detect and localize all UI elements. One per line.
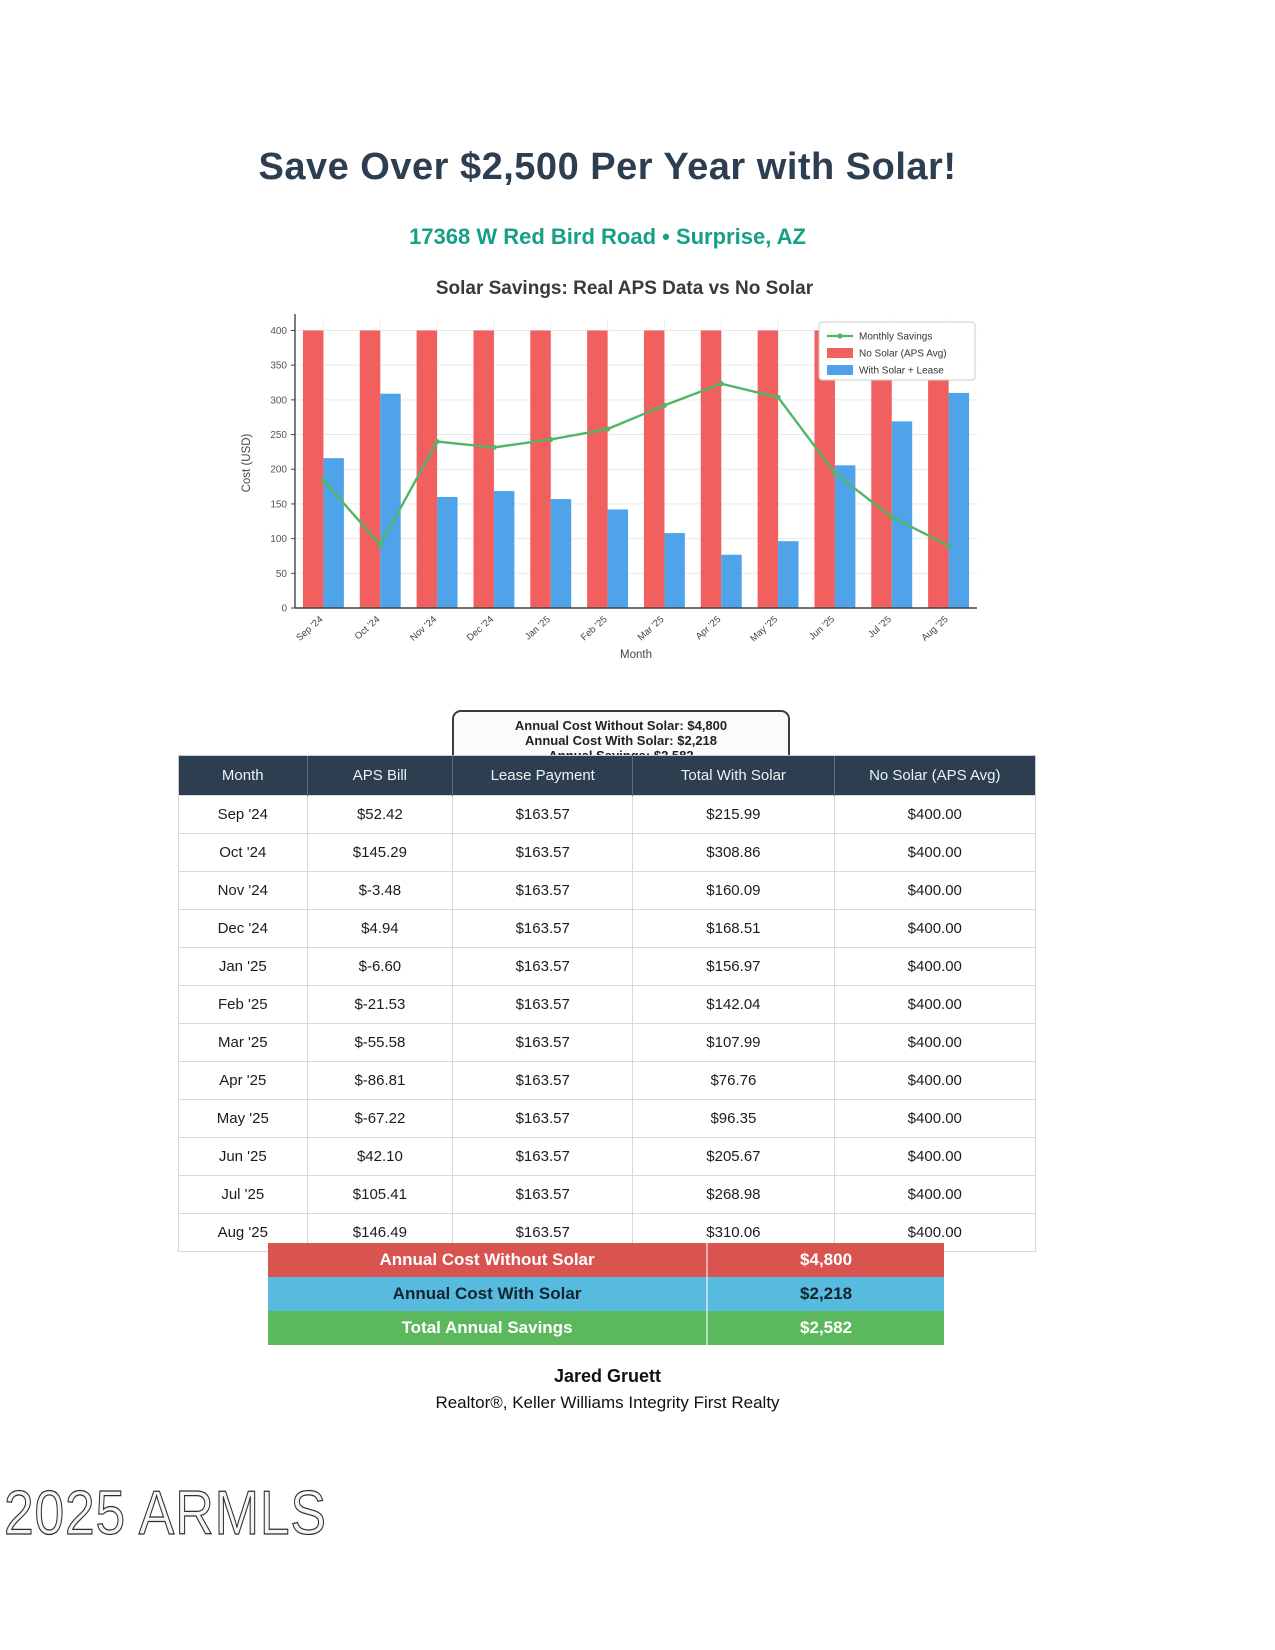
table-cell: $400.00 — [834, 834, 1035, 872]
table-cell: $163.57 — [453, 1024, 633, 1062]
x-tick-label: Jul '25 — [866, 614, 894, 641]
line-marker — [434, 439, 439, 444]
annual-summary-table — [268, 1243, 944, 1345]
line-marker — [775, 395, 780, 400]
table-row — [179, 1062, 1036, 1100]
table-row — [179, 1138, 1036, 1176]
x-tick-label: Jan '25 — [522, 614, 553, 643]
summary-value: $2,582 — [706, 1311, 944, 1345]
table-cell: Sep '24 — [179, 796, 308, 834]
y-tick-label: 100 — [270, 534, 287, 546]
summary-label: Annual Cost With Solar — [392, 1284, 582, 1303]
table-cell: $-6.60 — [307, 948, 453, 986]
table-header-cell: Month — [179, 756, 308, 796]
line-marker — [491, 445, 496, 450]
summary-row — [268, 1243, 944, 1277]
line-marker — [548, 437, 553, 442]
table-cell: $400.00 — [834, 872, 1035, 910]
table-cell: Jul '25 — [179, 1176, 308, 1214]
table-cell: $163.57 — [453, 872, 633, 910]
table-cell: $156.97 — [633, 948, 834, 986]
line-marker — [889, 515, 894, 520]
table-cell: $163.57 — [453, 948, 633, 986]
page-title: Save Over $2,500 Per Year with Solar! — [258, 146, 957, 188]
table-cell: Oct '24 — [179, 834, 308, 872]
table-cell: $146.49 — [307, 1214, 453, 1252]
x-tick-label: May '25 — [748, 614, 781, 645]
y-tick-label: 350 — [270, 360, 287, 372]
line-marker — [321, 478, 326, 483]
table-row — [179, 796, 1036, 834]
table-row — [179, 986, 1036, 1024]
table-row — [179, 948, 1036, 986]
bar-no-solar — [303, 330, 323, 608]
x-tick-label: Feb '25 — [578, 614, 610, 644]
table-cell: $308.86 — [633, 834, 834, 872]
bar-no-solar — [587, 330, 607, 608]
line-marker — [662, 403, 667, 408]
table-header-cell: No Solar (APS Avg) — [834, 756, 1035, 796]
summary-row — [268, 1277, 944, 1311]
bar-with-solar — [323, 458, 343, 608]
legend-swatch — [827, 348, 853, 358]
table-cell: Jun '25 — [179, 1138, 308, 1176]
table-cell: $-86.81 — [307, 1062, 453, 1100]
table-cell: May '25 — [179, 1100, 308, 1138]
summary-value: $2,218 — [706, 1277, 944, 1311]
table-cell: $400.00 — [834, 910, 1035, 948]
line-marker — [946, 543, 951, 548]
bar-with-solar — [664, 533, 684, 608]
table-cell: $76.76 — [633, 1062, 834, 1100]
table-cell: $4.94 — [307, 910, 453, 948]
table-cell: $400.00 — [834, 1024, 1035, 1062]
y-tick-label: 300 — [270, 395, 287, 407]
bar-with-solar — [380, 394, 400, 608]
table-row — [179, 1176, 1036, 1214]
chart-legend — [819, 322, 975, 380]
table-cell: $163.57 — [453, 1138, 633, 1176]
table-header — [179, 756, 1036, 796]
bar-no-solar — [360, 330, 380, 608]
table-cell: $163.57 — [453, 910, 633, 948]
table-cell: $42.10 — [307, 1138, 453, 1176]
legend-label: Monthly Savings — [859, 331, 933, 343]
y-tick-label: 0 — [281, 603, 287, 615]
armls-watermark: 2025 ARMLS — [4, 1479, 327, 1548]
table-cell: $310.06 — [633, 1214, 834, 1252]
table-header-cell: Lease Payment — [453, 756, 633, 796]
table-cell: $163.57 — [453, 834, 633, 872]
x-tick-label: Oct '24 — [352, 614, 383, 643]
bar-with-solar — [892, 421, 912, 608]
table-cell: $400.00 — [834, 948, 1035, 986]
table-cell: $400.00 — [834, 986, 1035, 1024]
bar-with-solar — [721, 555, 741, 608]
x-axis-label: Month — [620, 649, 652, 661]
table-cell: $163.57 — [453, 1062, 633, 1100]
solar-savings-chart — [237, 306, 1012, 668]
x-tick-label: Mar '25 — [635, 614, 667, 644]
legend-swatch — [827, 365, 853, 375]
table-cell: $163.57 — [453, 796, 633, 834]
y-tick-label: 250 — [270, 430, 287, 442]
table-cell: Nov '24 — [179, 872, 308, 910]
table-cell: Dec '24 — [179, 910, 308, 948]
table-cell: $215.99 — [633, 796, 834, 834]
footer — [0, 1366, 1215, 1413]
bar-no-solar — [530, 330, 550, 608]
annotation-line-with-solar: Annual Cost With Solar: $2,218 — [524, 733, 718, 748]
bar-no-solar — [701, 330, 721, 608]
table-cell: $52.42 — [307, 796, 453, 834]
monthly-cost-table — [178, 755, 1036, 1252]
table-cell: $145.29 — [307, 834, 453, 872]
table-cell: $163.57 — [453, 1100, 633, 1138]
table-cell: $205.67 — [633, 1138, 834, 1176]
bar-no-solar — [644, 330, 664, 608]
table-cell: $268.98 — [633, 1176, 834, 1214]
table-cell: $400.00 — [834, 1062, 1035, 1100]
annotation-line-without-solar: Annual Cost Without Solar: $4,800 — [514, 718, 728, 733]
legend-line-marker — [837, 333, 842, 338]
table-cell: Aug '25 — [179, 1214, 308, 1252]
table-cell: Mar '25 — [179, 1024, 308, 1062]
y-tick-label: 50 — [275, 568, 287, 580]
table-cell: $142.04 — [633, 986, 834, 1024]
table-header-cell: Total With Solar — [633, 756, 834, 796]
table-cell: Jan '25 — [179, 948, 308, 986]
table-cell: $-67.22 — [307, 1100, 453, 1138]
y-axis-label: Cost (USD) — [241, 433, 253, 493]
x-tick-label: Aug '25 — [919, 614, 951, 644]
table-cell: $168.51 — [633, 910, 834, 948]
line-marker — [719, 381, 724, 386]
bar-with-solar — [437, 497, 457, 608]
bar-with-solar — [551, 499, 571, 608]
table-cell: $400.00 — [834, 1214, 1035, 1252]
summary-label: Annual Cost Without Solar — [379, 1250, 595, 1269]
table-cell: $400.00 — [834, 1176, 1035, 1214]
x-tick-label: Nov '24 — [408, 614, 440, 644]
table-row — [179, 910, 1036, 948]
table-cell: $400.00 — [834, 1138, 1035, 1176]
bar-no-solar — [417, 330, 437, 608]
table-cell: $-21.53 — [307, 986, 453, 1024]
table-cell: Feb '25 — [179, 986, 308, 1024]
table-cell: $-3.48 — [307, 872, 453, 910]
y-tick-label: 400 — [270, 325, 287, 337]
table-row — [179, 872, 1036, 910]
table-cell: $163.57 — [453, 1214, 633, 1252]
line-marker — [378, 542, 383, 547]
x-tick-label: Apr '25 — [693, 614, 724, 643]
x-tick-label: Dec '24 — [464, 614, 496, 644]
table-cell: Apr '25 — [179, 1062, 308, 1100]
bar-no-solar — [758, 330, 778, 608]
table-cell: $400.00 — [834, 796, 1035, 834]
bar-with-solar — [949, 393, 969, 608]
table-row — [179, 1024, 1036, 1062]
agent-name: Jared Gruett — [553, 1366, 662, 1386]
chart-section — [237, 278, 1012, 673]
summary-label: Total Annual Savings — [401, 1318, 573, 1337]
table-header-cell: APS Bill — [307, 756, 453, 796]
line-marker — [832, 471, 837, 476]
bar-with-solar — [778, 541, 798, 608]
line-marker — [605, 426, 610, 431]
table-cell: $400.00 — [834, 1100, 1035, 1138]
bar-with-solar — [608, 509, 628, 608]
legend-label: With Solar + Lease — [859, 365, 944, 377]
bar-with-solar — [494, 491, 514, 608]
y-tick-label: 200 — [270, 464, 287, 476]
table-cell: $163.57 — [453, 1176, 633, 1214]
summary-value: $4,800 — [706, 1243, 944, 1277]
table-cell: $-55.58 — [307, 1024, 453, 1062]
legend-label: No Solar (APS Avg) — [859, 348, 947, 360]
table-cell: $107.99 — [633, 1024, 834, 1062]
property-address: 17368 W Red Bird Road • Surprise, AZ — [409, 224, 806, 249]
table-cell: $163.57 — [453, 986, 633, 1024]
table-cell: $96.35 — [633, 1100, 834, 1138]
table-cell: $105.41 — [307, 1176, 453, 1214]
table-row — [179, 834, 1036, 872]
chart-title: Solar Savings: Real APS Data vs No Solar — [435, 278, 814, 299]
table-cell: $160.09 — [633, 872, 834, 910]
x-tick-label: Jun '25 — [807, 614, 837, 643]
y-tick-label: 150 — [270, 499, 287, 511]
agent-brokerage: Realtor®, Keller Williams Integrity First Realty — [435, 1393, 780, 1412]
x-tick-label: Sep '24 — [294, 614, 326, 644]
summary-row — [268, 1311, 944, 1345]
table-row — [179, 1100, 1036, 1138]
bar-no-solar — [473, 330, 493, 608]
